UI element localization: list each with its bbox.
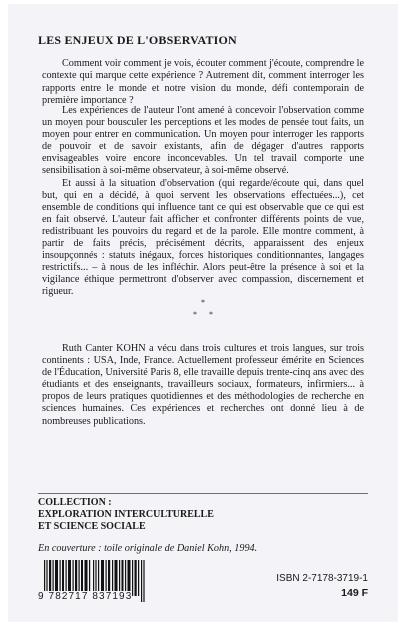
author-bio [42, 343, 364, 428]
separator-star-bottom: * * [193, 310, 213, 319]
intro-paragraph [42, 58, 364, 107]
divider-line [38, 493, 368, 494]
barcode-number: 9 782717 837193 [38, 591, 133, 602]
collection-block [38, 497, 214, 533]
author-bio-text: Ruth Canter KOHN a vécu dans trois cultures et trois langues, sur trois continents : USA, Inde, France. Actuellement professeur émérite en Sciences de l'Éducation, Université Paris 8, elle travaille depuis trente-cinq ans avec des étudiants et des enseignants, travailleurs sociaux, formateurs, infirmiers... à propos de leurs pratiques quotidiennes et des méthodologies de recherche en sciences humaines. Ces expériences et recherches ont donné lieu à de nombreuses publications. [42, 343, 364, 427]
cover-credit: En couverture : toile originale de Daniel Kohn, 1994. [38, 543, 258, 554]
collection-name-line-1: EXPLORATION INTERCULTURELLE [38, 509, 214, 520]
back-cover [8, 4, 398, 622]
description-paragraph-1: Les expériences de l'auteur l'ont amené à concevoir l'observation comme un moyen pour bousculer les perceptions et les modes de pensée tout faits, un moyen pour entrer en communication. Un moyen pour interroger les rapports de pouvoir et de savoir existants, afin de dégager d'autres rapports envisageables voire encore inconcevables. Un tel travail comporte une sensibilisation à soi-même observateur, à soi-même observé. [42, 105, 364, 177]
collection-name-line-2: ET SCIENCE SOCIALE [38, 521, 146, 532]
price-label: 149 F [341, 587, 368, 599]
description-block [42, 105, 364, 299]
collection-label: COLLECTION : [38, 497, 112, 508]
description-paragraph-2: Et aussi à la situation d'observation (qui regarde/écoute qui, dans quel but, qui en a décidé, à quoi servent les observations effectuées...), cet ensemble de conditions qui influence tant ce qui est observable que ce qui est en fait observé. L'auteur fait afficher et confronter différents points de vue, redistribuant les pouvoirs du regard et de la parole. Elle montre comment, à partir de faits précis, précisément décrits, apparaissent des enjeux insoupçonnés : statuts inégaux, forces historiques conditionnantes, langages restrictifs... – à nous de les infléchir. Alors peut-être la présence à soi et la vigilance éthique permettront d'observer avec compassion, discernement et rigueur. [42, 177, 364, 298]
isbn-number: ISBN 2-7178-3719-1 [276, 573, 368, 584]
separator-star-top: * [201, 298, 205, 307]
intro-text: Comment voir comment je vois, écouter comment j'écoute, comprendre le contexte qui marque cette expérience ? Autrement dit, comment interroger les rapports entre le monde et notre vision du monde, défi contemporain de première importance ? [42, 58, 364, 106]
book-title: LES ENJEUX DE L'OBSERVATION [38, 33, 237, 47]
